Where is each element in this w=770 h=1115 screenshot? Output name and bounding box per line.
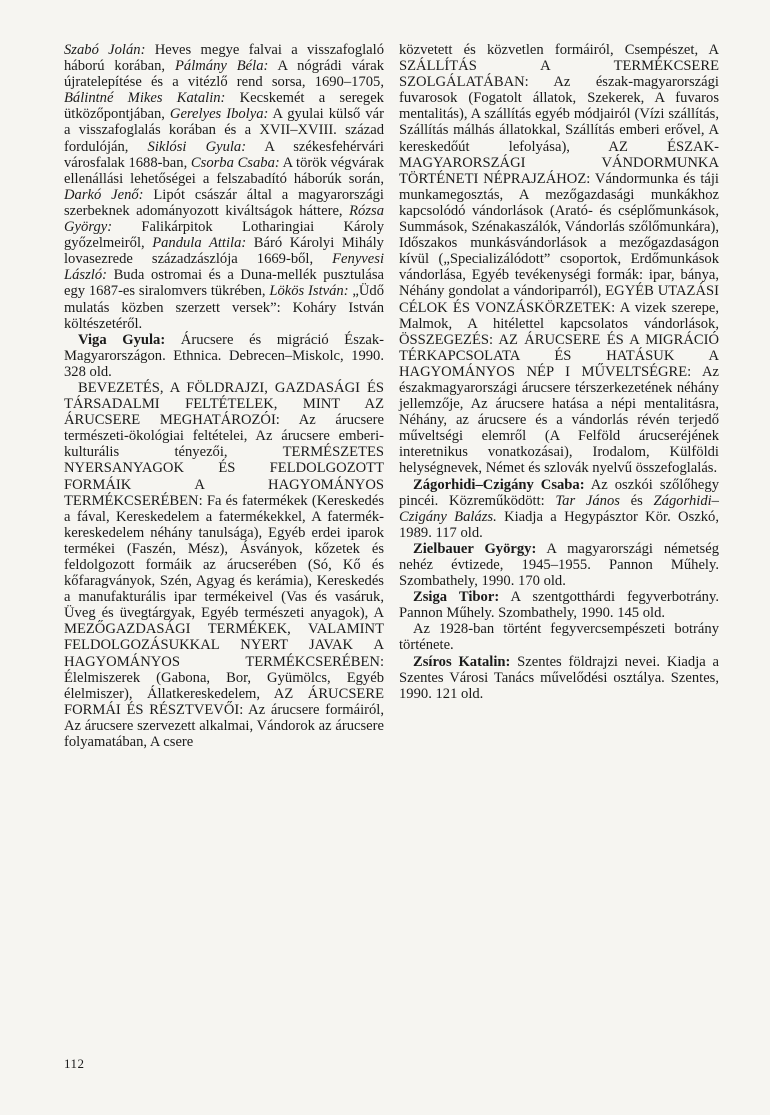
title-rozsa: Falikárpitok Lotharingiai Károly győzelmeiről,	[64, 219, 384, 252]
author-gerelyes: Gerelyes Ibolya:	[169, 106, 269, 123]
title-pandula: Báró Károlyi Mihály lovasezrede századzászlója 1669-ből,	[64, 235, 384, 268]
entry-viga	[64, 332, 384, 380]
entry-zsiros	[399, 654, 719, 702]
author-pandula: Pandula Attila:	[152, 235, 247, 252]
right-column	[399, 42, 719, 702]
entry-publisher: Kiadja a Hegypásztor Kör. Oszkó, 1989. 117 old.	[399, 508, 719, 541]
title-palmany: A nógrádi várak újratelepítése és a vitézlő rend sorsa, 1690–1705,	[64, 58, 384, 91]
entry-zagorhidi	[399, 477, 719, 541]
entry-viga-contents-continued: közvetett és közvetlen formáiról, Csempészet, A SZÁLLÍTÁS A TERMÉKCSERE SZOLGÁLATÁBAN: Az észak-magyarországi fuvarosok (Fogatolt állatok, Szekerek, A fuvaros mentalitás), A szállítás egyéb módjairól (Vízi szállítás, Szállítás málhás állatokkal, Szállítás emberi erővel, A kereskedőút lefolyása), AZ ÉSZAK-MAGYARORSZÁGI VÁNDORMUNKA TÖRTÉNETI NÉPRAJZÁHOZ: Vándormunka és táji munkamegosztás, A mezőgazdasági munkákhoz kapcsolódó vándorlások (Arató- és cséplőmunkások, Summások, Szénakaszálók, Vándorlás szőlőmunkára), Időszakos munkásvándorlások a mezőgazdaságon kívül („Specializálódott” csoportok, Erdőmunkások vándorlása, Egyéb tevékenységi formák: ipar, bánya, Néhány gondolat a vándoriparról), EGYÉB UTAZÁSI CÉLOK ÉS VONZÁSKÖRZETEK: A vizek szerepe, Malmok, A hitélettel kapcsolatos vándorlások, ÖSSZEGEZÉS: AZ ÁRUCSERE ÉS A MIGRÁCIÓ TÉRKAPCSOLATA ÉS HATÁSUK A HAGYOMÁNYOS NÉP I MŰVELTSÉGRE: Az északmagyarországi árucsere térszerkezetének néhány jellemzője, Az árucsere hatása a népi mentalitásra, Néhány, az árucsere és a vándorlás révén terjedő műveltségi elemről (A Felföld árucseréjének interetnikus vonatkozásai), Irodalom, Külföldi helységnevek, Német és szlovák nyelvű összefoglalás.	[399, 42, 719, 477]
author-csorba: Csorba Csaba:	[190, 154, 280, 171]
title-darko: Lipót császár által a magyarországi szerbeknek adományozott kiváltságok háttere,	[64, 186, 384, 219]
entry-title: A szentgotthárdi fegyverbotrány. Pannon Műhely. Szombathely, 1990. 145 old.	[399, 589, 719, 622]
author-rozsa: Rózsa György:	[64, 202, 384, 236]
entry-zsiga	[399, 589, 719, 621]
entry-title-part: és	[619, 492, 654, 509]
title-gerelyes: A gyulai külső vár a visszafoglalás korában és a XVII–XVIII. század fordulóján,	[64, 106, 384, 155]
left-column	[64, 42, 384, 750]
contributor-tar: Tar János	[555, 492, 620, 509]
author-fenyvesi: Fenyvesi László:	[64, 251, 384, 284]
title-lokos: „Üdő mulatás közben szerzett versek”: Koháry István költészetéről.	[64, 283, 384, 332]
author-lokos: Lökös István:	[269, 283, 349, 300]
author-siklosi: Siklósi Gyula:	[147, 138, 247, 155]
entry-author: Viga Gyula:	[78, 331, 166, 348]
entry-title: Az oszkói szőlőhegy pincéi. Közreműködött:	[399, 476, 719, 509]
author-balintne: Bálintné Mikes Katalin:	[64, 90, 226, 107]
entry-zielbauer	[399, 541, 719, 589]
page-number: 112	[64, 1056, 85, 1071]
entry-title: A magyarországi németség nehéz évtizede, 1945–1955. Pannon Műhely. Szombathely, 1990. 170 old.	[399, 540, 719, 590]
author-szabo: Szabó Jolán:	[64, 42, 146, 58]
title-fenyvesi: Buda ostromai és a Duna-mellék pusztulása egy 1687-es siralomvers tükrében,	[64, 267, 384, 300]
entry-zsiga-note: Az 1928-ban történt fegyvercsempészeti botrány története.	[399, 621, 719, 654]
author-palmany: Pálmány Béla:	[174, 58, 269, 75]
entry-author: Zsíros Katalin:	[413, 653, 511, 670]
entry-author: Zágorhidi–Czigány Csaba:	[413, 476, 585, 493]
contents-paragraph	[64, 42, 384, 332]
title-siklosi: A székesfehérvári városfalak 1688-ban,	[64, 138, 384, 171]
entry-title: Szentes földrajzi nevei. Kiadja a Szentes Városi Tanács művelődési osztálya. Szentes, 1990. 121 old.	[399, 653, 719, 702]
title-balintne: Kecskemét a seregek ütközőpontjában,	[64, 90, 384, 123]
title-szabo: Heves megye falvai a visszafoglaló háború korában,	[64, 42, 384, 75]
contributor-zagorhidi: Zágorhidi–Czigány Balázs.	[399, 492, 719, 525]
entry-author: Zielbauer György:	[413, 540, 537, 557]
entry-viga-contents: BEVEZETÉS, A FÖLDRAJZI, GAZDASÁGI ÉS TÁRSADALMI FELTÉTELEK, MINT AZ ÁRUCSERE MEGHATÁROZÓI: Az árucsere természeti-ökológiai feltételei, Az árucsere emberi-kulturális tényezői, TERMÉSZETES NYERSANYAGOK ÉS FELDOLGOZOTT FORMÁIK A HAGYOMÁNYOS TERMÉKCSERÉBEN: Fa és fatermékek (Kereskedés a fával, Kereskedelem a fatermékekkel, A fatermék-kereskedelem néhány tanulsága), Egyéb erdei iparok termékei (Faszén, Mész), Ásványok, kőzetek és feldolgozott formáik az árucserében (Só, Kő és kőfaragványok, Szén, Agyag és kerámia), Kereskedés a manufakturális ipar termékeivel (Vas és vasáruk, Üveg és üvegtárgyak, Egyéb természeti anyagok), A MEZŐGAZDASÁGI TERMÉKEK, VALAMINT FELDOLGOZÁSUKKAL NYERT JAVAK A HAGYOMÁNYOS TERMÉKCSERÉBEN: Élelmiszerek (Gabona, Bor, Gyümölcs, Egyéb élelmiszer), Állatkereskedelem, AZ ÁRUCSERE FORMÁI ÉS RÉSZTVEVŐI: Az árucsere formáiról, Az árucsere szervezett alkalmai, Vándorok az árucsere folyamatában, A csere	[64, 379, 384, 751]
entry-title: Árucsere és migráció Észak-Magyarországon. Ethnica. Debrecen–Miskolc, 1990. 328 old.	[64, 331, 384, 380]
title-csorba: A török végvárak ellenállási lehetőségei a felszabadító háborúk során,	[64, 154, 384, 187]
author-darko: Darkó Jenő:	[64, 186, 144, 203]
entry-author: Zsiga Tibor:	[413, 589, 500, 606]
